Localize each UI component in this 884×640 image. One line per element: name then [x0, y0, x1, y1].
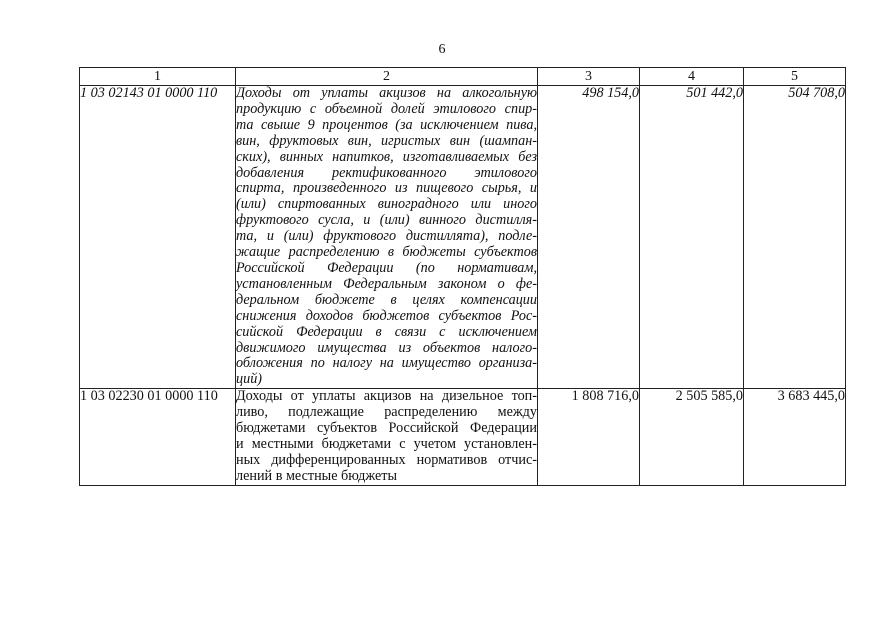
- column-header-1: 1: [80, 68, 236, 86]
- column-header-4: 4: [640, 68, 744, 86]
- value-cell-col4: 2 505 585,0: [640, 389, 744, 485]
- description-line: ливо, подлежащие распределению между: [236, 404, 537, 421]
- value-cell-col5: 3 683 445,0: [744, 389, 846, 485]
- value-cell-col4: 501 442,0: [640, 86, 744, 389]
- column-header-5: 5: [744, 68, 846, 86]
- description-line: обложения по налогу на имущество организа-: [236, 355, 537, 372]
- table-row: [80, 389, 846, 485]
- description-line: установленным Федеральным законом о фе-: [236, 275, 537, 292]
- description-line: сийской Федерации в связи с исключением: [236, 323, 537, 340]
- description-line: и местными бюджетами с учетом установлен-: [236, 435, 537, 452]
- column-header-3: 3: [538, 68, 640, 86]
- description-cell: [236, 389, 538, 485]
- header-row: [80, 68, 846, 86]
- description-line: спирта, произведенного из пищевого сырья, и: [236, 180, 537, 197]
- description-line: ских), винных напитков, изготавливаемых без: [236, 148, 537, 165]
- description-line: Доходы от уплаты акцизов на алкогольную: [236, 85, 537, 101]
- description-line: Доходы от уплаты акцизов на дизельное топ-: [236, 388, 537, 405]
- value-cell-col5: 504 708,0: [744, 86, 846, 389]
- description-cell: [236, 86, 538, 389]
- budget-code-cell: 1 03 02143 01 0000 110: [80, 86, 236, 389]
- description-line: вин, фруктовых вин, игристых вин (шампан-: [236, 132, 537, 149]
- budget-code-cell: 1 03 02230 01 0000 110: [80, 389, 236, 485]
- column-header-2: 2: [236, 68, 538, 86]
- description-line: бюджетами субъектов Российской Федерации: [236, 420, 537, 437]
- value-cell-col3: 1 808 716,0: [538, 389, 640, 485]
- description-line: жащие распределению в бюджеты субъектов: [236, 244, 537, 261]
- description-line: добавления ректификованного этилового: [236, 164, 537, 181]
- description-line: та, и (или) фруктового дистиллята), подле-: [236, 228, 537, 245]
- value-cell-col3: 498 154,0: [538, 86, 640, 389]
- description-line: лений в местные бюджеты: [236, 467, 398, 484]
- description-line: продукцию с объемной долей этилового спир-: [236, 100, 537, 117]
- description-line: ных дифференцированных нормативов отчис-: [236, 451, 537, 468]
- description-line: деральном бюджете в целях компенсации: [236, 291, 537, 308]
- page-number: 6: [438, 42, 446, 57]
- description-line: Российской Федерации (по нормативам,: [236, 259, 537, 276]
- description-line: фруктового сусла, и (или) винного дистилля-: [236, 212, 537, 229]
- description-line: та свыше 9 процентов (за исключением пива,: [236, 116, 537, 133]
- table-row: [80, 86, 846, 389]
- description-line: ций): [236, 371, 263, 388]
- description-line: движимого имущества из объектов налого-: [236, 339, 537, 356]
- description-line: снижения доходов бюджетов субъектов Рос-: [236, 307, 537, 324]
- revenue-table: [79, 67, 846, 486]
- description-line: (или) спиртованных виноградного или иного: [236, 196, 537, 213]
